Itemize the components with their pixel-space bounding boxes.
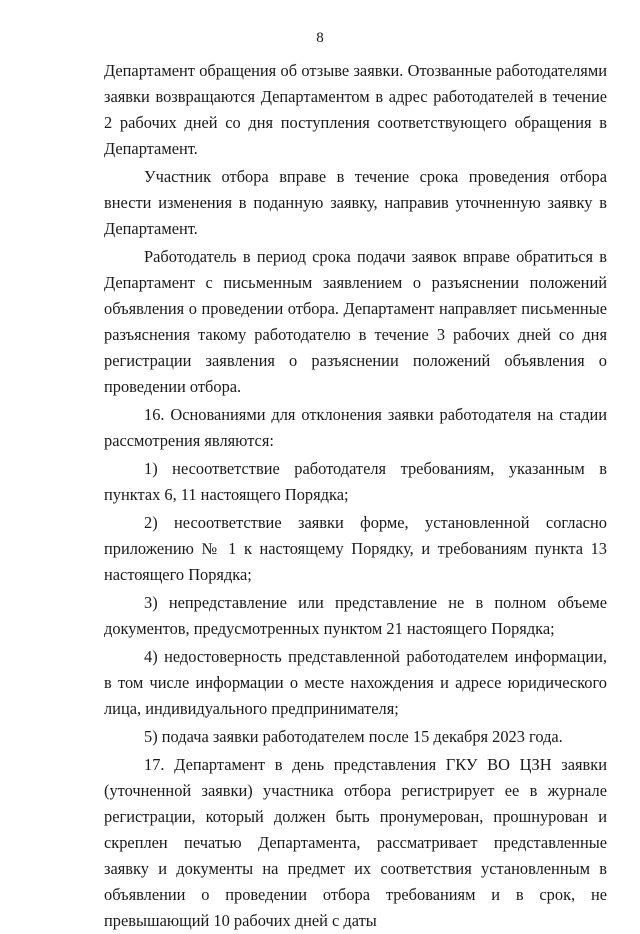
document-body — [104, 58, 607, 934]
paragraph-amend-application: Участник отбора вправе в течение срока проведения отбора внести изменения в поданную заявку, направив уточненную заявку в Департамент. — [104, 167, 607, 238]
paragraph-16-rejection-grounds: 16. Основаниями для отклонения заявки работодателя на стадии рассмотрения являются: — [104, 405, 607, 450]
list-item-5: 5) подача заявки работодателем после 15 декабря 2023 года. — [144, 727, 563, 746]
list-item-1: 1) несоответствие работодателя требованиям, указанным в пунктах 6, 11 настоящего Порядка; — [104, 459, 607, 504]
list-item-2: 2) несоответствие заявки форме, установленной согласно приложению № 1 к настоящему Порядку, и требованиям пункта 13 настоящего Порядка; — [104, 513, 607, 584]
paragraph-17-registration: 17. Департамент в день представления ГКУ ВО ЦЗН заявки (уточненной заявки) участника отбора регистрирует ее в журнале регистрации, который должен быть пронумерован, прошнурован и скреплен печатью Департамента, рассматривает представленные заявку и документы на предмет их соответствия установленным в объявлении о проведении отбора требованиям и в срок, не превышающий 10 рабочих дней с даты — [104, 755, 607, 930]
paragraph-withdrawal-return: Департамент обращения об отзыве заявки. Отозванные работодателями заявки возвращаются Департаментом в адрес работодателей в течение 2 рабочих дней со дня поступления соответствующего обращения в Департамент. — [104, 61, 607, 158]
list-item-3: 3) непредставление или представление не в полном объеме документов, предусмотренных пунктом 21 настоящего Порядка; — [104, 593, 607, 638]
paragraph-clarification-request: Работодатель в период срока подачи заявок вправе обратиться в Департамент с письменным заявлением о разъяснении положений объявления о проведении отбора. Департамент направляет письменные разъяснения такому работодателю в течение 3 рабочих дней со дня регистрации заявления о разъяснении положений объявления о проведении отбора. — [104, 247, 607, 396]
page-number: 8 — [316, 30, 324, 46]
list-item-4: 4) недостоверность представленной работодателем информации, в том числе информации о месте нахождения и адресе юридического лица, индивидуального предпринимателя; — [104, 647, 607, 718]
